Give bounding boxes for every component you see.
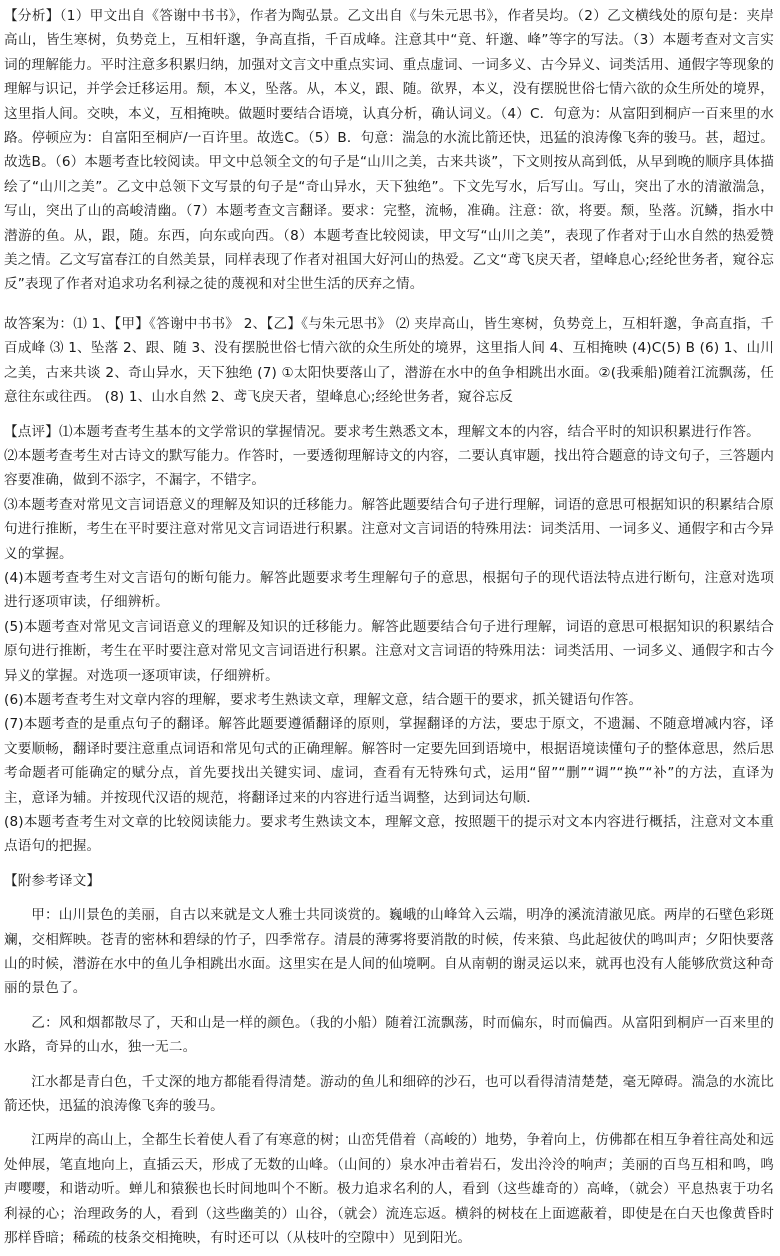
paragraph-gap [4, 893, 774, 903]
comment-item-4: (4)本题考查考生对文言语句的断句能力。解答此题要求考生理解句子的意思，根据句子的现代语法特点进行断句，注意对选项进行逐项审读，仔细辨析。 [4, 569, 774, 611]
translation-paragraph-jia: 甲：山川景色的美丽，自古以来就是文人雅士共同谈赏的。巍峨的山峰耸入云端，明净的溪流清澈见底。两岸的石壁色彩斑斓，交相辉映。苍青的密林和碧绿的竹子，四季常存。清晨的薄雾将要消散的时候，传来猿、鸟此起彼伏的鸣叫声；夕阳快要落山的时候，潜游在水中的鱼儿争相跳出水面。这里实在是人间的仙境啊。自从南朝的谢灵运以来，就再也没有人能够欣赏这种奇丽的景色了。 [4, 907, 774, 997]
comment-item-2: ⑵本题考查考生对古诗文的默写能力。作答时，一要透彻理解诗文的内容，二要认真审题，找出符合题意的诗文句子，三答题内容要准确，做到不添字，不漏字，不错字。 [4, 447, 774, 489]
translation-section [4, 869, 774, 1251]
translation-heading: 【附参考译文】 [4, 872, 101, 889]
comment-item-5: (5)本题考查对常见文言词语意义的理解及知识的迁移能力。解答此题要结合句子进行理解，词语的意思可根据知识的积累结合原句进行推断，考生在平时要注意对常见文言词语进行积累。注意对文言词语的特殊用法：词类活用、一词多义、通假字和古今异义的掌握。对选项一逐项审读，仔细辨析。 [4, 618, 774, 684]
paragraph-gap [4, 1118, 774, 1128]
section-gap [4, 297, 774, 312]
paragraph-gap [4, 1060, 774, 1070]
comment-item-1: 【点评】⑴本题考查考生基本的文学常识的掌握情况。要求考生熟悉文本，理解文本的内容，结合平时的知识积累进行作答。 [4, 423, 760, 440]
paragraph-gap [4, 1001, 774, 1011]
answer-section [4, 312, 774, 410]
translation-paragraph-yi: 乙：风和烟都散尽了，天和山是一样的颜色。（我的小船）随着江流飘荡，时而偏东，时而偏西。从富阳到桐庐一百来里的水路，奇异的山水，独一无二。 [4, 1014, 774, 1056]
section-gap [4, 859, 774, 869]
translation-paragraph-3: 江水都是青白色，千丈深的地方都能看得清楚。游动的鱼儿和细碎的沙石，也可以看得清清楚楚，毫无障碍。湍急的水流比箭还快，迅猛的浪涛像飞奔的骏马。 [4, 1073, 774, 1115]
translation-paragraph-4: 江两岸的高山上，全都生长着使人看了有寒意的树；山峦凭借着（高峻的）地势，争着向上，仿佛都在相互争着往高处和远处伸展，笔直地向上，直插云天，形成了无数的山峰。（山间的）泉水冲击着岩石，发出泠泠的响声；美丽的百鸟互相和鸣，鸣声嘤嘤，和谐动听。蝉儿和猿猴也长时间地叫个不断。极力追求名利的人，看到（这些雄奇的）高峰，（就会）平息热衷于功名利禄的心；治理政务的人，看到（这些幽美的）山谷，（就会）流连忘返。横斜的树枝在上面遮蔽着，即使是在白天也像黄昏时那样昏暗；稀疏的枝条交相掩映，有时还可以（从枝叶的空隙中）见到阳光。 [4, 1132, 774, 1247]
comment-item-3: ⑶本题考查对常见文言词语意义的理解及知识的迁移能力。解答此题要结合句子进行理解，词语的意思可根据知识的积累结合原句进行推断，考生在平时要注意对常见文言词语进行积累。注意对文言词语的特殊用法：词类活用、一词多义、通假字和古今异义的掌握。 [4, 496, 774, 562]
answer-text: 故答案为：⑴ 1、【甲】《答谢中书书》 2、【乙】《与朱元思书》 ⑵ 夹岸高山，皆生寒树，负势竞上，互相轩邈，争高直指，千百成峰 ⑶ 1、坠落 2、跟、随 3、没有摆脱世俗七情六欲的众生所处的境界，这里指人间 4、互相掩映 (4)C(5) B (6) 1、山川之美，古来共谈 2、奇山异水，天下独绝 (7) ①太阳快要落山了，潜游在水中的鱼争相跳出水面。②(我乘船)随着江流飘荡，任意往东或往西。 (8) 1、山水自然 2、鸢飞戾天者，望峰息心;经纶世务者，窥谷忘反 [4, 315, 774, 406]
analysis-section [4, 4, 774, 297]
analysis-text: 【分析】（1）甲文出自《答谢中书书》，作者为陶弘景。乙文出自《与朱元思书》，作者吴均。（2）乙文横线处的原句是：夹岸高山，皆生寒树，负势竞上，互相轩邈，争高直指，千百成峰。注意其中“竟、轩邈、峰”等字的写法。（3）本题考查对文言实词的理解能力。平时注意多积累归纳，加强对文言文中重点实词、重点虚词、一词多义、古今异义、词类活用、通假字等现象的理解与识记，并学会迁移运用。颓，本义，坠落。从，本义，跟、随。欲界，本义，没有摆脱世俗七情六欲的众生所处的境界，这里指人间。交映，本义，互相掩映。做题时要结合语境，认真分析，确认词义。（4）C．句意为：从富阳到桐庐一百来里的水路。停顿应为：自富阳至桐庐/一百许里。故选C。（5）B．句意：湍急的水流比箭还快，迅猛的浪涛像飞奔的骏马。甚，超过。故选B。（6）本题考查比较阅读。甲文中总领全文的句子是“山川之美，古来共谈”，下文则按从高到低，从早到晚的顺序具体描绘了“山川之美”。乙文中总领下文写景的句子是“奇山异水，天下独绝”。下文先写水，后写山。写山，突出了水的清澈湍急，写山，突出了山的高峻清幽。（7）本题考查文言翻译。要求：完整，流畅，准确。注意：欲，将要。颓，坠落。沉鳞，指水中潜游的鱼。从，跟，随。东西，向东或向西。（8）本题考查比较阅读，甲文写“山川之美”，表现了作者对于山水自然的热爱赞美之情。乙文写富春江的自然美景，同样表现了作者对祖国大好河山的热爱。乙文“鸢飞戾天者，望峰息心;经纶世务者，窥谷忘反”表现了作者对追求功名利禄之徒的蔑视和对尘世生活的厌弃之情。 [4, 8, 774, 293]
comment-section [4, 420, 774, 859]
section-gap [4, 410, 774, 420]
comment-item-6: (6)本题考查考生对文章内容的理解，要求考生熟读文章，理解文意，结合题干的要求，抓关键语句作答。 [4, 691, 643, 708]
comment-item-7: (7)本题考查的是重点句子的翻译。解答此题要遵循翻译的原则，掌握翻译的方法，要忠于原文，不遗漏、不随意增减内容，译文要顺畅，翻译时要注意重点词语和常见句式的正确理解。解答时一定要先回到语境中，根据语境读懂句子的整体意思，然后思考命题者可能确定的赋分点，首先要找出关键实词、虚词，查看有无特殊句式，运用“留”“删”“调”“换”“补”的方法，直译为主，意译为辅。并按现代汉语的规范，将翻译过来的内容进行适当调整，达到词达句顺． [4, 716, 774, 806]
comment-item-8: (8)本题考查考生对文章的比较阅读能力。要求考生熟读文本，理解文意，按照题干的提示对文本内容进行概括，注意对文本重点语句的把握。 [4, 814, 774, 855]
